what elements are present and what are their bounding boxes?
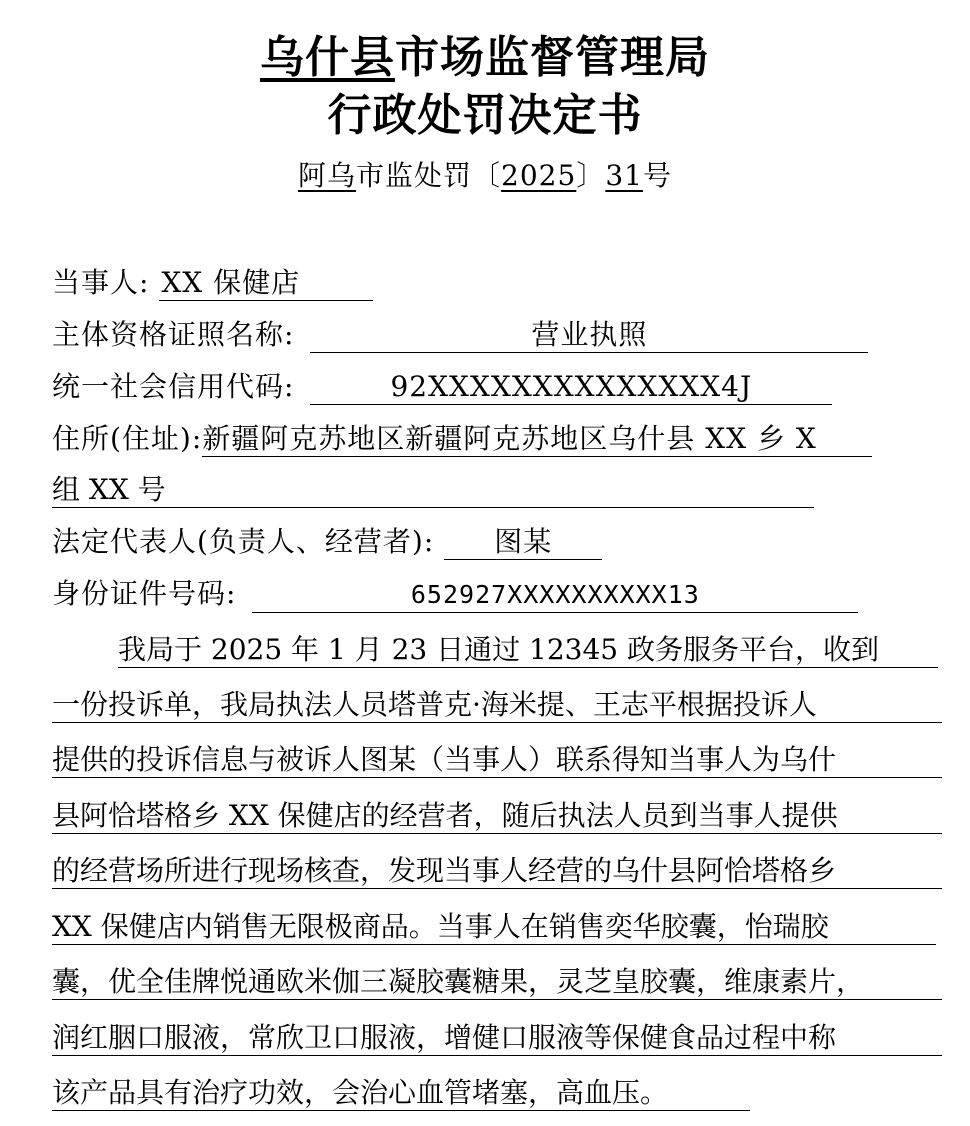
credit-code-field [52,367,832,407]
body-line: 润红胭口服液，常欣卫口服液，增健口服液等保健食品过程中称 [52,1018,942,1058]
id-field [52,574,858,614]
body-line: 县阿恰塔格乡 XX 保健店的经营者，随后执法人员到当事人提供 [52,796,942,836]
doc-number-suffix: 号 [642,159,672,192]
doc-number-year: 2025 [501,159,577,192]
doc-number-prefix: 阿乌 [298,159,357,192]
party-label: 当事人: [52,266,150,299]
address-line2 [52,470,814,510]
body-line: XX 保健店内销售无限极商品。当事人在销售奕华胶囊，怡瑞胶 [52,907,936,947]
body-line: 提供的投诉信息与被诉人图某（当事人）联系得知当事人为乌什 [52,740,942,780]
legal-rep-value: 图某 [444,525,602,560]
party-field [52,263,373,303]
party-value: XX 保健店 [159,266,373,301]
address-field [52,419,872,459]
agency-title-rest: 市场监督管理局 [395,32,710,83]
credit-code-value: 92XXXXXXXXXXXXXX4J [310,370,832,405]
agency-title [0,30,970,86]
license-value: 营业执照 [310,318,868,353]
legal-rep-label: 法定代表人(负责人、经营者): [52,525,435,558]
agency-title-underlined: 乌什县 [260,32,395,83]
id-label: 身份证件号码: [52,577,237,610]
body-line: 该产品具有治疗功效，会治心血管堵塞，高血压。 [52,1073,750,1113]
address-value-line1: 新疆阿克苏地区新疆阿克苏地区乌什县 XX 乡 X [202,422,872,457]
body-line: 我局于 2025 年 1 月 23 日通过 12345 政务服务平台，收到 [118,630,938,670]
license-label: 主体资格证照名称: [52,318,295,351]
id-value: 652927XXXXXXXXXX13 [252,578,858,613]
doc-number-middle2: 〕 [576,159,606,192]
address-label: 住所(住址): [52,422,203,455]
address-value-line2: 组 XX 号 [52,473,814,508]
doc-number-middle1: 市监处罚〔 [356,159,502,192]
body-line: 的经营场所进行现场核查，发现当事人经营的乌什县阿恰塔格乡 [52,851,942,891]
body-line: 囊，优全佳牌悦通欧米伽三凝胶囊糖果，灵芝皇胶囊，维康素片， [52,962,942,1002]
legal-rep-field [52,522,602,562]
body-line: 一份投诉单，我局执法人员塔普克·海米提、王志平根据投诉人 [52,685,942,725]
doc-number-number: 31 [605,159,643,192]
document-number [0,156,970,196]
license-field [52,315,868,355]
document-title: 行政处罚决定书 [327,90,643,141]
credit-code-label: 统一社会信用代码: [52,370,295,403]
